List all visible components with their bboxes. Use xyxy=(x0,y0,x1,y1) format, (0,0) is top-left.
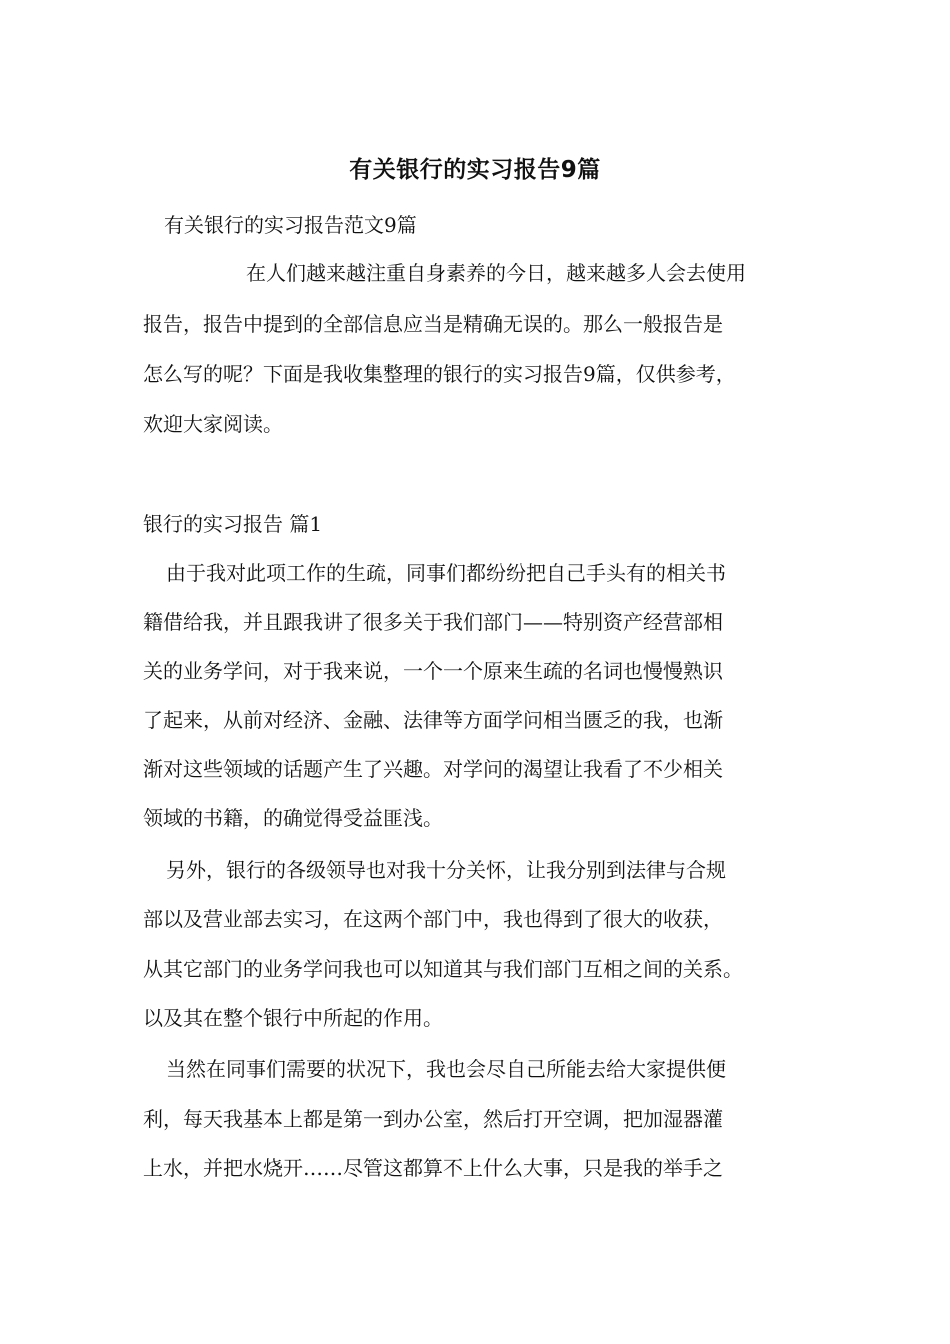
paragraph-line: 渐对这些领域的话题产生了兴趣。对学问的渴望让我看了不少相关 xyxy=(143,757,723,781)
intro-line: 在人们越来越注重自身素养的今日，越来越多人会去使用 xyxy=(246,261,746,285)
document-subtitle: 有关银行的实习报告范文9篇 xyxy=(164,213,417,237)
paragraph-line: 利，每天我基本上都是第一到办公室，然后打开空调，把加湿器灌 xyxy=(143,1107,723,1131)
intro-line: 怎么写的呢？下面是我收集整理的银行的实习报告9篇，仅供参考， xyxy=(143,362,736,386)
intro-line: 欢迎大家阅读。 xyxy=(143,412,283,436)
paragraph-line: 由于我对此项工作的生疏，同事们都纷纷把自己手头有的相关书 xyxy=(166,561,726,585)
paragraph-line: 从其它部门的业务学问我也可以知道其与我们部门互相之间的关系。 xyxy=(143,957,743,981)
paragraph-line: 领域的书籍，的确觉得受益匪浅。 xyxy=(143,806,443,830)
paragraph-line: 籍借给我，并且跟我讲了很多关于我们部门——特别资产经营部相 xyxy=(143,610,723,634)
paragraph-line: 另外，银行的各级领导也对我十分关怀，让我分别到法律与合规 xyxy=(166,858,726,882)
paragraph-line: 了起来，从前对经济、金融、法律等方面学问相当匮乏的我，也渐 xyxy=(143,708,723,732)
paragraph-line: 以及其在整个银行中所起的作用。 xyxy=(143,1006,443,1030)
paragraph-line: 上水，并把水烧开……尽管这都算不上什么大事，只是我的举手之 xyxy=(143,1156,723,1180)
intro-line: 报告，报告中提到的全部信息应当是精确无误的。那么一般报告是 xyxy=(143,312,723,336)
paragraph-line: 当然在同事们需要的状况下，我也会尽自己所能去给大家提供便 xyxy=(166,1057,726,1081)
document-title: 有关银行的实习报告9篇 xyxy=(349,157,601,183)
section-heading: 银行的实习报告 篇1 xyxy=(143,512,323,536)
paragraph-line: 部以及营业部去实习，在这两个部门中，我也得到了很大的收获， xyxy=(143,907,723,931)
paragraph-line: 关的业务学问，对于我来说，一个一个原来生疏的名词也慢慢熟识 xyxy=(143,659,723,683)
